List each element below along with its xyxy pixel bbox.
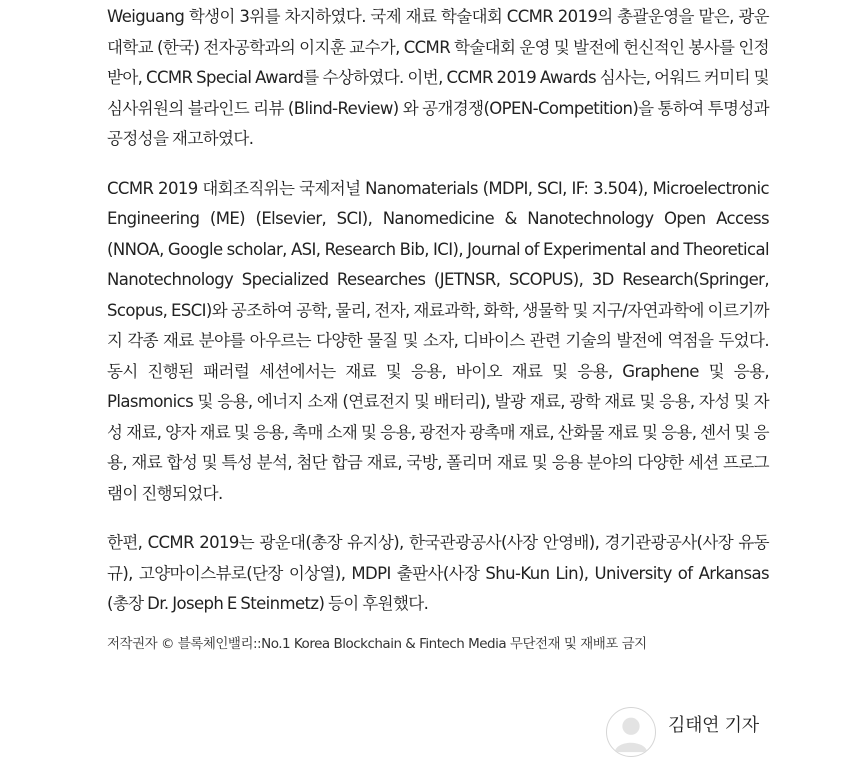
article-body bbox=[107, 0, 769, 654]
copyright-notice: 저작권자 © 블록체인밸리::No.1 Korea Blockchain & Fintech Media 무단전재 및 재배포 금지 bbox=[107, 635, 647, 652]
avatar[interactable] bbox=[606, 707, 656, 757]
reporter-byline[interactable] bbox=[606, 707, 759, 757]
article-paragraph: CCMR 2019 대회조직위는 국제저널 Nanomaterials (MDPI, SCI, IF: 3.504), Microelectronic Engineering (ME) (Elsevier, SCI), Nanomedicine & Nanotechnology Open Access (NNOA, Google scholar, ASI, Research Bib, ICI), Journal of Experimental and Theoretical Nanotechnology Specialized Researches (JETNSR, SCOPUS), 3D Research(Springer, Scopus, ESCI)와 공조하여 공학, 물리, 전자, 재료과학, 화학, 생물학 및 지구/자연과학에 이르기까지 각종 재료 분야를 아우르는 다양한 물질 및 소자, 디바이스 관련 기술의 발전에 역점을 두었다. 동시 진행된 패러럴 세션에서는 재료 및 응용, 바이오 재료 및 응용, Graphene 및 응용, Plasmonics 및 응용, 에너지 소재 (연료전지 및 배터리), 발광 재료, 광학 재료 및 응용, 자성 및 자성 재료, 양자 재료 및 응용, 촉매 소재 및 응용, 광전자 광촉매 재료, 산화물 재료 및 응용, 센서 및 응용, 재료 합성 및 특성 분석, 첨단 합금 재료, 국방, 폴리머 재료 및 응용 분야의 다양한 세션 프로그램이 진행되었다. bbox=[107, 178, 769, 503]
user-silhouette-icon bbox=[607, 708, 655, 756]
article-paragraph: 한편, CCMR 2019는 광운대(총장 유지상), 한국관광공사(사장 안영배), 경기관광공사(사장 유동규), 고양마이스뷰로(단장 이상열), MDPI 출판사(사장 Shu-Kun Lin), University of Arkansas (총장 Dr. Joseph E Steinmetz) 등이 후원했다. bbox=[107, 533, 769, 613]
reporter-name: 김태연 기자 bbox=[668, 715, 759, 736]
article-paragraph: Weiguang 학생이 3위를 차지하였다. 국제 재료 학술대회 CCMR 2019의 총괄운영을 맡은, 광운대학교 (한국) 전자공학과의 이지훈 교수가, CCMR 학술대회 운영 및 발전에 헌신적인 봉사를 인정받아, CCMR Special Award를 수상하였다. 이번, CCMR 2019 Awards 심사는, 어워드 커미티 및 심사위원의 블라인드 리뷰 (Blind-Review) 와 공개경쟁(OPEN-Competition)을 통하여 투명성과 공정성을 재고하였다. bbox=[107, 7, 769, 148]
